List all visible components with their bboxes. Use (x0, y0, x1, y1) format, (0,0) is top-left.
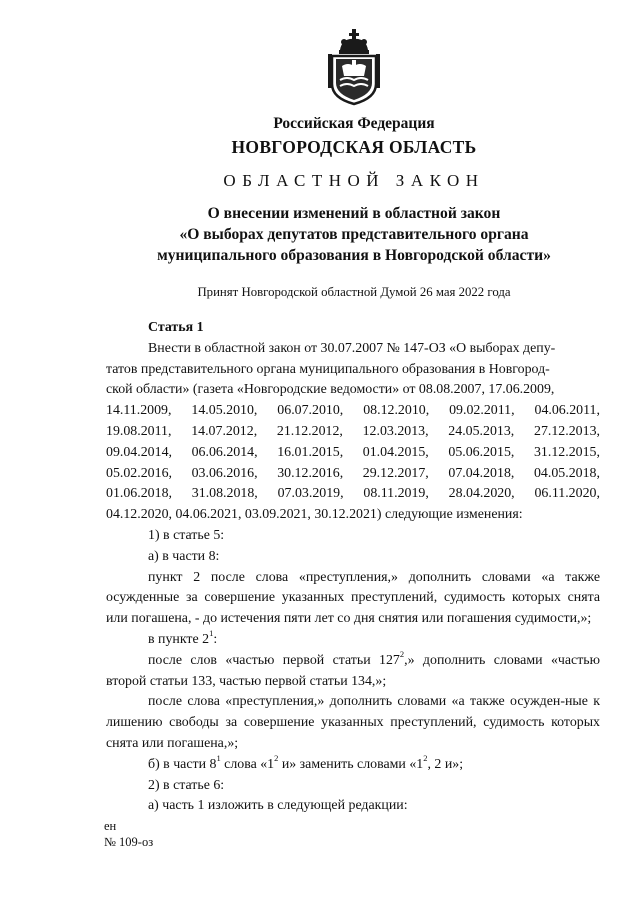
date-cell: 07.04.2018, (448, 465, 515, 481)
date-cell: 05.02.2016, (106, 465, 172, 481)
article-intro (106, 339, 600, 526)
text-run: : (213, 631, 218, 647)
paragraph (106, 630, 600, 651)
date-row (106, 464, 600, 485)
paragraph: пункт 2 после слова «преступления,» дополнить словами «а также осужденные за совершение указанных преступлений, судимость которых снята или погашена, - до истечения пяти лет со дня снятия или погашения судимости,»; (106, 569, 600, 627)
date-cell: 06.06.2014, (191, 444, 258, 460)
paragraph (106, 651, 600, 693)
text-run: слова «1 (220, 756, 275, 772)
date-cell: 05.06.2015, (448, 444, 515, 460)
law-title-line: «О выборах депутатов представительного органа (179, 226, 529, 243)
list-item: 2) в статье 6: (148, 777, 225, 793)
list-item: а) в части 8: (148, 548, 220, 564)
date-cell: 09.02.2011, (449, 403, 515, 419)
intro-line: ской области» (газета «Новгородские ведомости» от 08.08.2007, 17.06.2009, (106, 382, 555, 398)
date-cell: 07.03.2019, (277, 486, 344, 502)
date-cell: 30.12.2016, (277, 465, 344, 481)
footer-initials: ен (104, 819, 117, 833)
text-run: в пункте 2 (148, 631, 210, 647)
footer-number: № 109-оз (104, 835, 154, 849)
law-body (106, 318, 600, 817)
text-run: ,» дополнить словами «частью второй статьи 133, частью первой статьи 134,»; (106, 652, 600, 689)
adoption-note: Принят Новгородской областной Думой 26 мая 2022 года (197, 285, 511, 299)
date-cell: 28.04.2020, (448, 486, 515, 502)
footer-note (104, 818, 153, 850)
date-cell: 01.04.2015, (362, 444, 429, 460)
date-rows (106, 401, 600, 505)
superscript: 2 (423, 753, 428, 764)
date-cell: 14.07.2012, (191, 423, 258, 439)
law-type: ОБЛАСТНОЙ ЗАКОН (223, 171, 485, 190)
federation-title: Российская Федерация (273, 115, 435, 132)
date-cell: 31.08.2018, (191, 486, 258, 502)
date-cell: 31.12.2015, (533, 444, 600, 460)
region-title: НОВГОРОДСКАЯ ОБЛАСТЬ (231, 137, 477, 157)
date-row (106, 401, 600, 422)
date-cell: 21.12.2012, (276, 423, 343, 439)
law-title-line: муниципального образования в Новгородской области» (157, 247, 551, 264)
date-cell: 12.03.2013, (362, 423, 429, 439)
superscript: 2 (399, 649, 405, 660)
text-run: , 2 и»; (427, 756, 464, 772)
emblem-icon (322, 26, 386, 106)
date-cell: 09.04.2014, (106, 444, 172, 460)
date-cell: 14.11.2009, (106, 403, 172, 419)
intro-line: татов представительного органа муниципального образования в Новгород- (106, 361, 550, 377)
date-cell: 01.06.2018, (106, 486, 172, 502)
law-title-line: О внесении изменений в областной закон (207, 205, 501, 222)
intro-line: 04.12.2020, 04.06.2021, 03.09.2021, 30.12.2021) следующие изменения: (106, 507, 523, 523)
date-cell: 14.05.2010, (191, 403, 258, 419)
date-cell: 06.11.2020, (534, 486, 600, 502)
law-title (0, 203, 640, 266)
superscript: 1 (216, 753, 221, 764)
date-cell: 06.07.2010, (277, 403, 344, 419)
date-cell: 29.12.2017, (362, 465, 429, 481)
date-cell: 08.12.2010, (363, 403, 430, 419)
intro-line: Внести в областной закон от 30.07.2007 № 147-ОЗ «О выборах депу- (148, 340, 556, 356)
paragraph (106, 755, 600, 776)
text-run: б) в части 8 (148, 756, 217, 772)
date-cell: 27.12.2013, (534, 423, 600, 439)
date-cell: 03.06.2016, (191, 465, 258, 481)
date-cell: 04.06.2011, (534, 403, 600, 419)
text-run: после слов «частью первой статьи 127 (148, 652, 400, 668)
list-item: 1) в статье 5: (148, 527, 225, 543)
text-run: и» заменить словами «1 (278, 756, 424, 772)
date-cell: 04.05.2018, (533, 465, 600, 481)
list-item: а) часть 1 изложить в следующей редакции: (148, 798, 408, 814)
date-row (106, 422, 600, 443)
superscript: 1 (209, 628, 214, 639)
date-row (106, 443, 600, 464)
superscript: 2 (274, 753, 279, 764)
date-cell: 08.11.2019, (363, 486, 429, 502)
date-cell: 24.05.2013, (448, 423, 515, 439)
article-heading: Статья 1 (148, 320, 204, 335)
date-row (106, 484, 600, 505)
paragraph: после слова «преступления,» дополнить словами «а также осужден-ные к лишению свободы за совершение указанных преступлений, судимость которых снята или погашена,»; (106, 694, 600, 751)
date-cell: 19.08.2011, (106, 423, 172, 439)
date-cell: 16.01.2015, (277, 444, 344, 460)
